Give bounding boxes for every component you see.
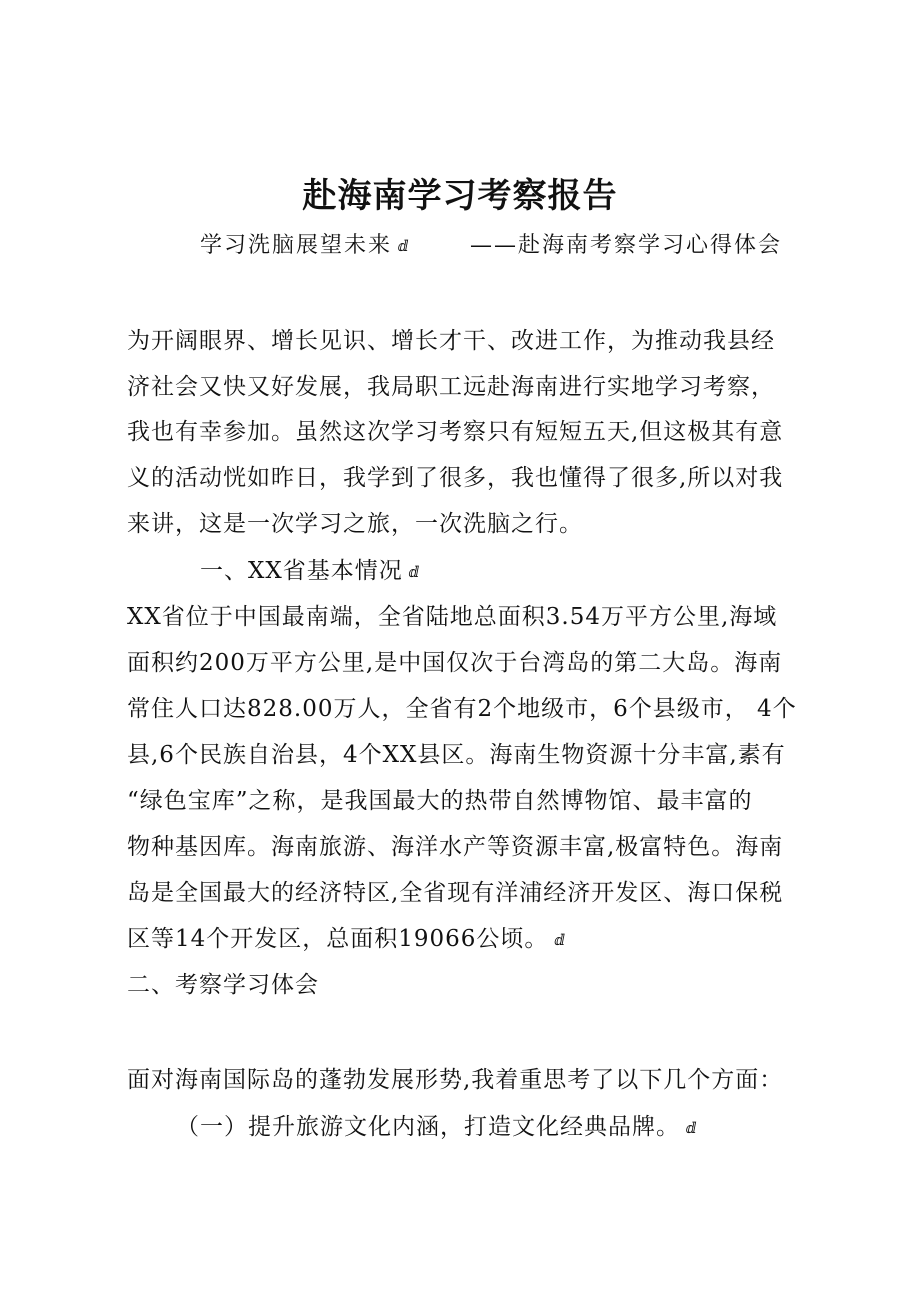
subsection1-heading-text: （一）提升旅游文化内涵，打造文化经典品牌。 xyxy=(176,1114,680,1140)
section2-intro: 面对海南国际岛的蓬勃发展形势,我着重思考了以下几个方面： xyxy=(127,1067,784,1093)
subsection1-heading xyxy=(176,1108,698,1141)
section1-line: 物种基因库。海南旅游、海洋水产等资源丰富,极富特色。海南 xyxy=(127,834,784,860)
paragraph-mark-icon: ⅆ xyxy=(554,931,566,949)
intro-line: 我也有幸参加。虽然这次学习考察只有短短五天,但这极其有意 xyxy=(127,419,784,445)
intro-line: 济社会又快又好发展，我局职工远赴海南进行实地学习考察， xyxy=(127,374,775,400)
subtitle-left xyxy=(200,228,411,259)
section1-line: “绿色宝库”之称，是我国最大的热带自然博物馆、最丰富的 xyxy=(127,788,753,814)
section1-line: 常住人口达828.00万人，全省有2个地级市，6个县级市， 4个 xyxy=(127,696,797,722)
section1-line: 岛是全国最大的经济特区,全省现有洋浦经济开发区、海口保税 xyxy=(127,880,784,906)
intro-line: 为开阔眼界、增长见识、增长才干、改进工作，为推动我县经 xyxy=(127,328,775,354)
section1-line-text: 区等14个开发区，总面积19066公顷。 xyxy=(127,926,549,952)
subtitle-left-text: 学习洗脑展望未来 xyxy=(200,233,393,258)
intro-line: 来讲，这是一次学习之旅，一次洗脑之行。 xyxy=(127,511,583,537)
section1-heading-text: 一、XX省基本情况 xyxy=(200,558,403,584)
paragraph-mark-icon: ⅆ xyxy=(398,237,411,255)
section1-line: XX省位于中国最南端，全省陆地总面积3.54万平方公里,海域 xyxy=(127,604,778,630)
section2-heading: 二、考察学习体会 xyxy=(127,972,319,998)
subtitle-right: ——赴海南考察学习心得体会 xyxy=(470,233,783,258)
section1-line: 县,6个民族自治县，4个XX县区。海南生物资源十分丰富,素有 xyxy=(127,742,786,768)
paragraph-mark-icon: ⅆ xyxy=(686,1119,698,1137)
section1-heading xyxy=(200,552,420,585)
section1-line: 面积约200万平方公里,是中国仅次于台湾岛的第二大岛。海南 xyxy=(127,650,783,676)
paragraph-mark-icon: ⅆ xyxy=(408,563,421,581)
section1-line xyxy=(127,920,566,953)
intro-line: 义的活动恍如昨日，我学到了很多，我也懂得了很多,所以对我 xyxy=(127,465,784,491)
document-title: 赴海南学习考察报告 xyxy=(302,176,618,216)
